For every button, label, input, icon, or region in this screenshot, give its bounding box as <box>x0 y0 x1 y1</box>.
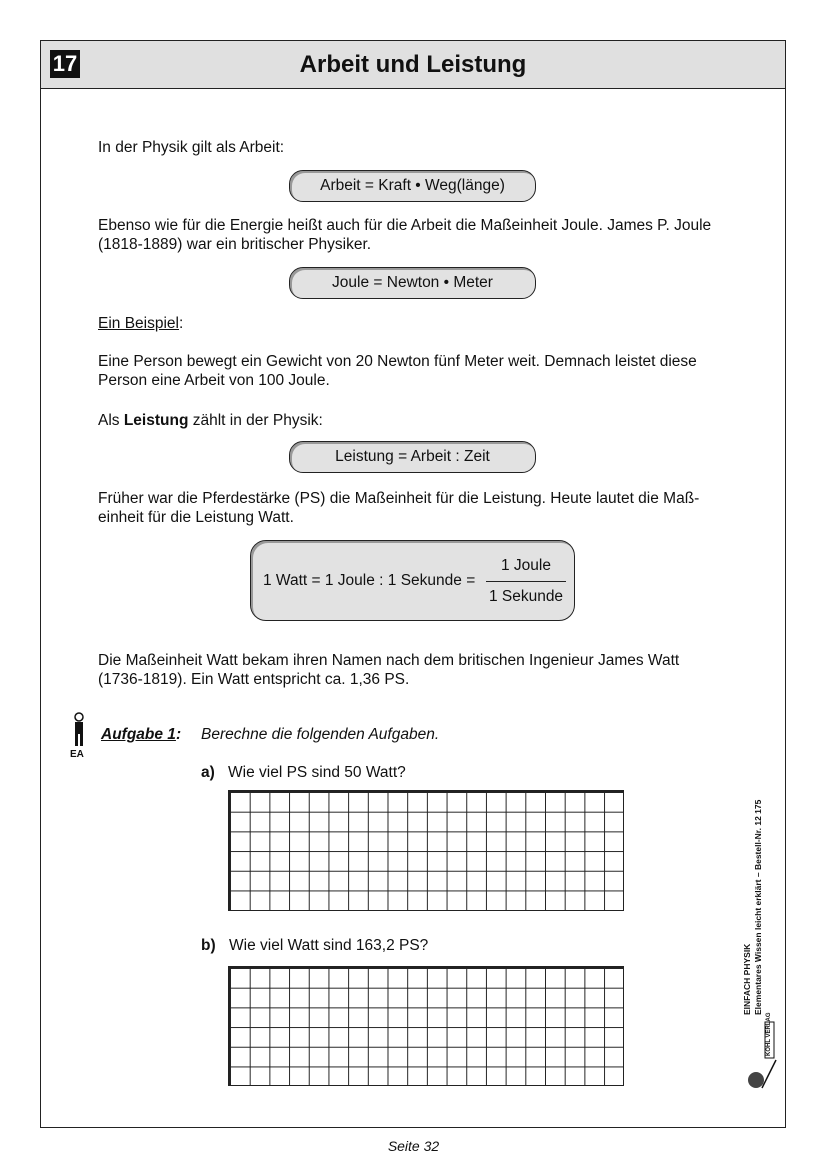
formula-watt-left: 1 Watt = 1 Joule : 1 Sekunde = <box>263 572 476 589</box>
question-a-letter: a) <box>201 764 215 781</box>
publisher-logo <box>746 1012 778 1092</box>
formula-joule: Joule = Newton • Meter <box>289 267 536 299</box>
power-intro: Als Leistung zählt in der Physik: <box>98 412 323 429</box>
fraction-bar <box>486 581 566 582</box>
joule-text: Ebenso wie für die Energie heißt auch für die Arbeit die Maßeinheit Joule. James P. Joule (1818-1889) war ein britischer Physiker. <box>98 217 712 253</box>
side-order-number: Elementares Wissen leicht erklärt – Bestell-Nr. 12 175 <box>753 799 763 1015</box>
fraction-denominator: 1 Sekunde <box>488 588 564 605</box>
person-icon <box>70 712 88 748</box>
question-a-text: Wie viel PS sind 50 Watt? <box>228 764 406 781</box>
intro-text: In der Physik gilt als Arbeit: <box>98 139 285 156</box>
question-b-letter: b) <box>201 937 216 954</box>
ps-text: Früher war die Pferdestärke (PS) die Maßeinheit für die Leistung. Heute lautet die Maß-einheit für die Leistung Watt. <box>98 490 700 526</box>
fraction-numerator: 1 Joule <box>501 557 551 574</box>
page-title: Arbeit und Leistung <box>299 51 527 78</box>
task-label: Aufgabe 1: <box>101 726 182 743</box>
question-b-text: Wie viel Watt sind 163,2 PS? <box>229 937 429 954</box>
example-heading: Ein Beispiel: <box>98 315 184 332</box>
side-series: EINFACH PHYSIK <box>742 943 752 1015</box>
header <box>41 41 785 89</box>
answer-grid-b[interactable] <box>228 966 624 1086</box>
chapter-number: 17 <box>50 50 80 78</box>
formula-power: Leistung = Arbeit : Zeit <box>289 441 536 473</box>
publisher-name: KOHL VERLAG <box>766 1012 772 1056</box>
formula-work: Arbeit = Kraft • Weg(länge) <box>289 170 536 202</box>
example-text: Eine Person bewegt ein Gewicht von 20 Newton fünf Meter weit. Demnach leistet diese Person eine Arbeit von 100 Joule. <box>98 353 697 389</box>
formula-watt <box>250 540 575 621</box>
watt-text: Die Maßeinheit Watt bekam ihren Namen nach dem britischen Ingenieur James Watt (1736-1819). Ein Watt entspricht ca. 1,36 PS. <box>98 652 680 688</box>
work-mode-label: EA <box>70 749 84 760</box>
answer-grid-a[interactable] <box>228 790 624 911</box>
side-imprint <box>742 800 764 1015</box>
page-number: Seite 32 <box>387 1138 440 1154</box>
task-instruction: Berechne die folgenden Aufgaben. <box>201 726 440 743</box>
